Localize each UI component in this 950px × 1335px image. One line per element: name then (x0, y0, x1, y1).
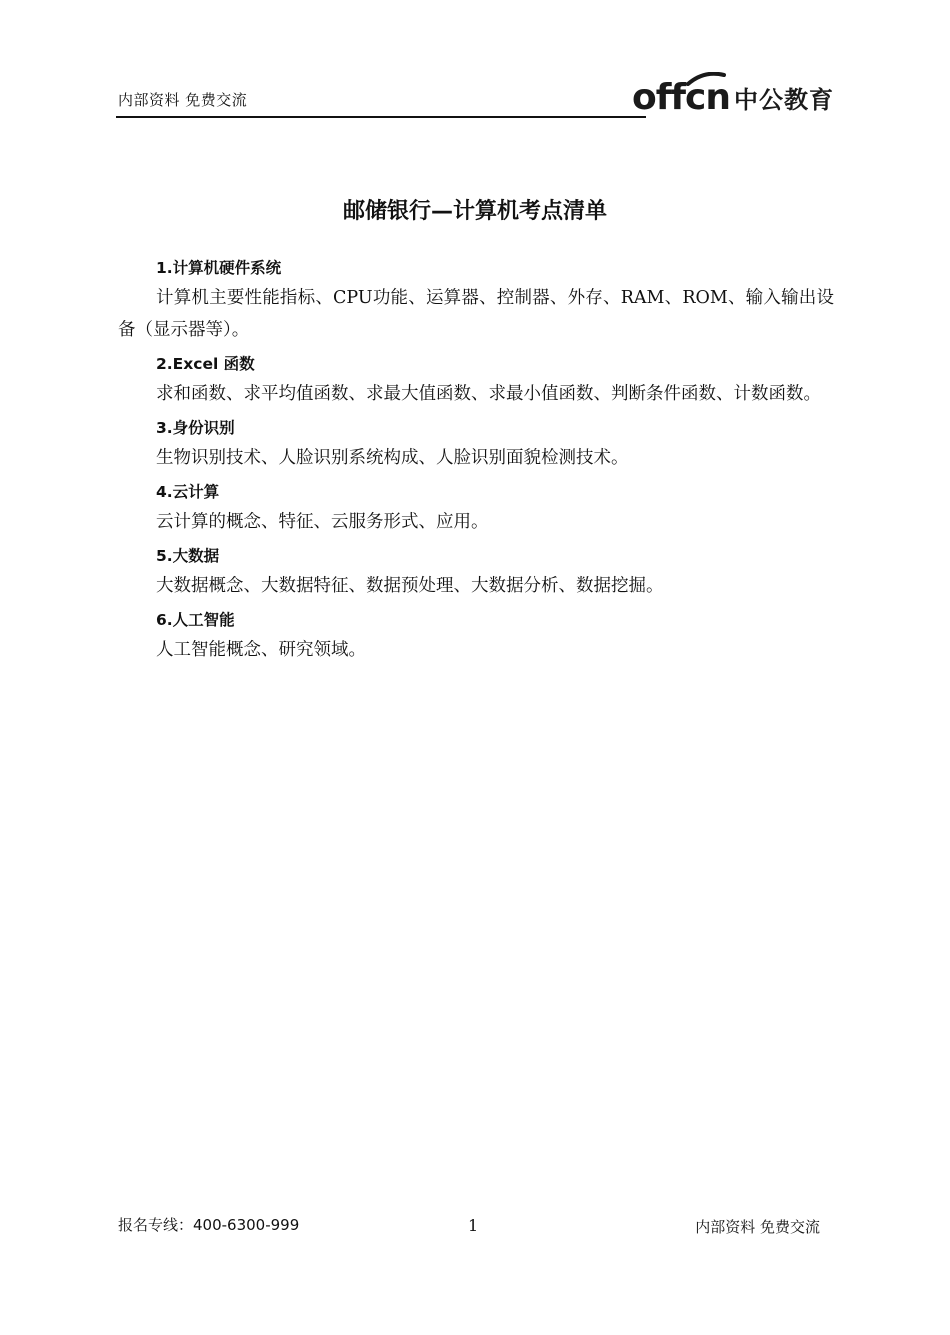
document-title: 邮储银行—计算机考点清单 (342, 199, 607, 224)
document-body (118, 254, 834, 670)
section-heading: 1.计算机硬件系统 (156, 259, 282, 277)
section-heading: 2.Excel 函数 (156, 355, 255, 373)
section-heading: 3.身份识别 (156, 419, 235, 437)
page-header (116, 72, 834, 120)
section-body: 计算机主要性能指标、CPU功能、运算器、控制器、外存、RAM、ROM、输入输出设备（显示器等）。 (118, 288, 834, 340)
section-body: 生物识别技术、人脸识别系统构成、人脸识别面貌检测技术。 (156, 448, 629, 468)
section-body: 人工智能概念、研究领域。 (156, 640, 366, 660)
section-heading: 5.大数据 (156, 547, 220, 565)
page-footer (116, 1214, 834, 1244)
logo-cjk-text: 中公教育 (734, 86, 834, 114)
header-rule (116, 116, 646, 118)
page-number: 1 (468, 1216, 479, 1235)
header-left-text: 内部资料 免费交流 (118, 91, 248, 109)
footer-right-text: 内部资料 免费交流 (695, 1218, 820, 1236)
logo-latin (632, 78, 730, 118)
section-heading: 4.云计算 (156, 483, 220, 501)
section-body: 求和函数、求平均值函数、求最大值函数、求最小值函数、判断条件函数、计数函数。 (156, 384, 821, 404)
logo-latin-text: offcn (631, 77, 730, 118)
section-heading: 6.人工智能 (156, 611, 235, 629)
offcn-logo (632, 72, 834, 118)
logo-swoosh-icon (686, 72, 726, 86)
footer-hotline: 报名专线：400-6300-999 (118, 1216, 300, 1234)
section-body: 大数据概念、大数据特征、数据预处理、大数据分析、数据挖掘。 (156, 576, 664, 596)
section-body: 云计算的概念、特征、云服务形式、应用。 (156, 512, 489, 532)
